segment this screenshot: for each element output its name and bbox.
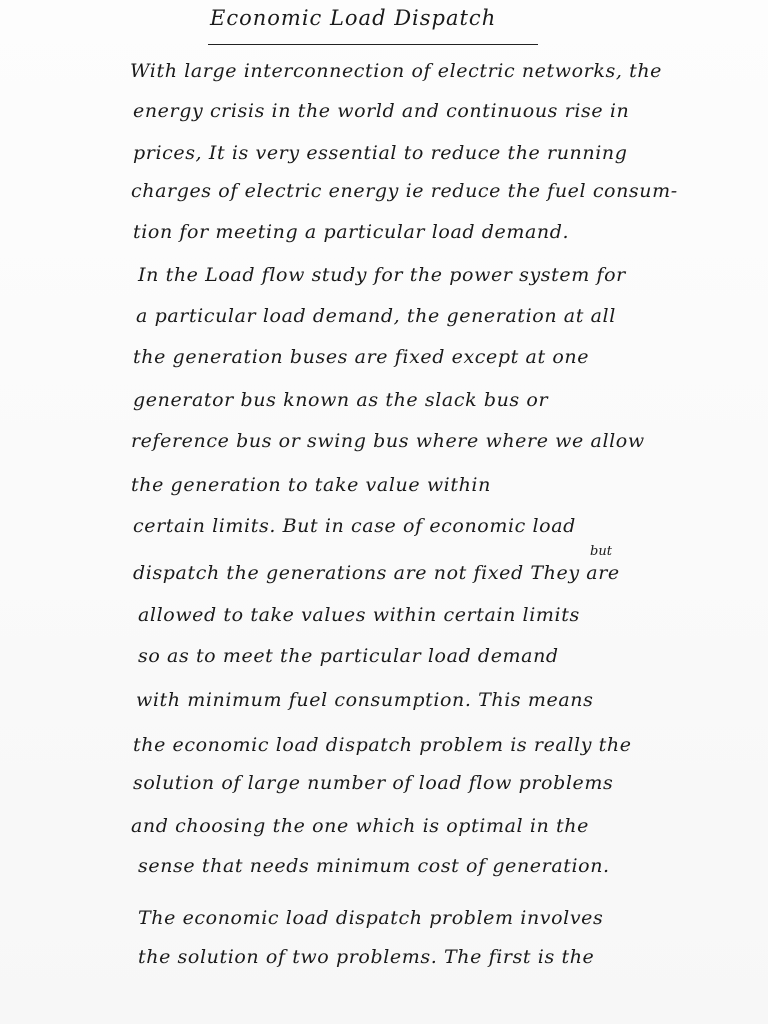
text-line: the generation to take value within <box>131 474 491 496</box>
text-line: certain limits. But in case of economic load <box>133 515 576 537</box>
text-line: With large interconnection of electric networks, the <box>130 60 663 82</box>
title-underline <box>208 44 538 45</box>
text-line: prices, It is very essential to reduce the running <box>133 142 628 164</box>
text-line: reference bus or swing bus where where we allow <box>131 430 645 452</box>
text-line: the solution of two problems. The first is the <box>138 946 595 968</box>
text-line: the economic load dispatch problem is really the <box>133 734 632 756</box>
text-line: solution of large number of load flow problems <box>133 772 614 794</box>
text-line: In the Load flow study for the power system for <box>138 264 626 286</box>
text-line: sense that needs minimum cost of generation. <box>138 855 610 877</box>
text-line: charges of electric energy ie reduce the fuel consum- <box>131 180 678 202</box>
text-line: and choosing the one which is optimal in the <box>131 815 589 837</box>
text-line: allowed to take values within certain limits <box>138 604 580 626</box>
text-line: generator bus known as the slack bus or <box>133 389 549 411</box>
text-line: the generation buses are fixed except at one <box>133 346 590 368</box>
text-line: energy crisis in the world and continuous rise in <box>133 100 630 122</box>
text-line: so as to meet the particular load demand <box>138 645 559 667</box>
text-line: The economic load dispatch problem involves <box>138 907 604 929</box>
text-line: tion for meeting a particular load demand. <box>133 221 570 243</box>
text-line: dispatch the generations are not fixed They are <box>133 562 620 584</box>
inserted-word: but <box>590 544 612 559</box>
text-line: a particular load demand, the generation at all <box>136 305 616 327</box>
page-title: Economic Load Dispatch <box>210 6 497 30</box>
text-line: with minimum fuel consumption. This means <box>136 689 594 711</box>
